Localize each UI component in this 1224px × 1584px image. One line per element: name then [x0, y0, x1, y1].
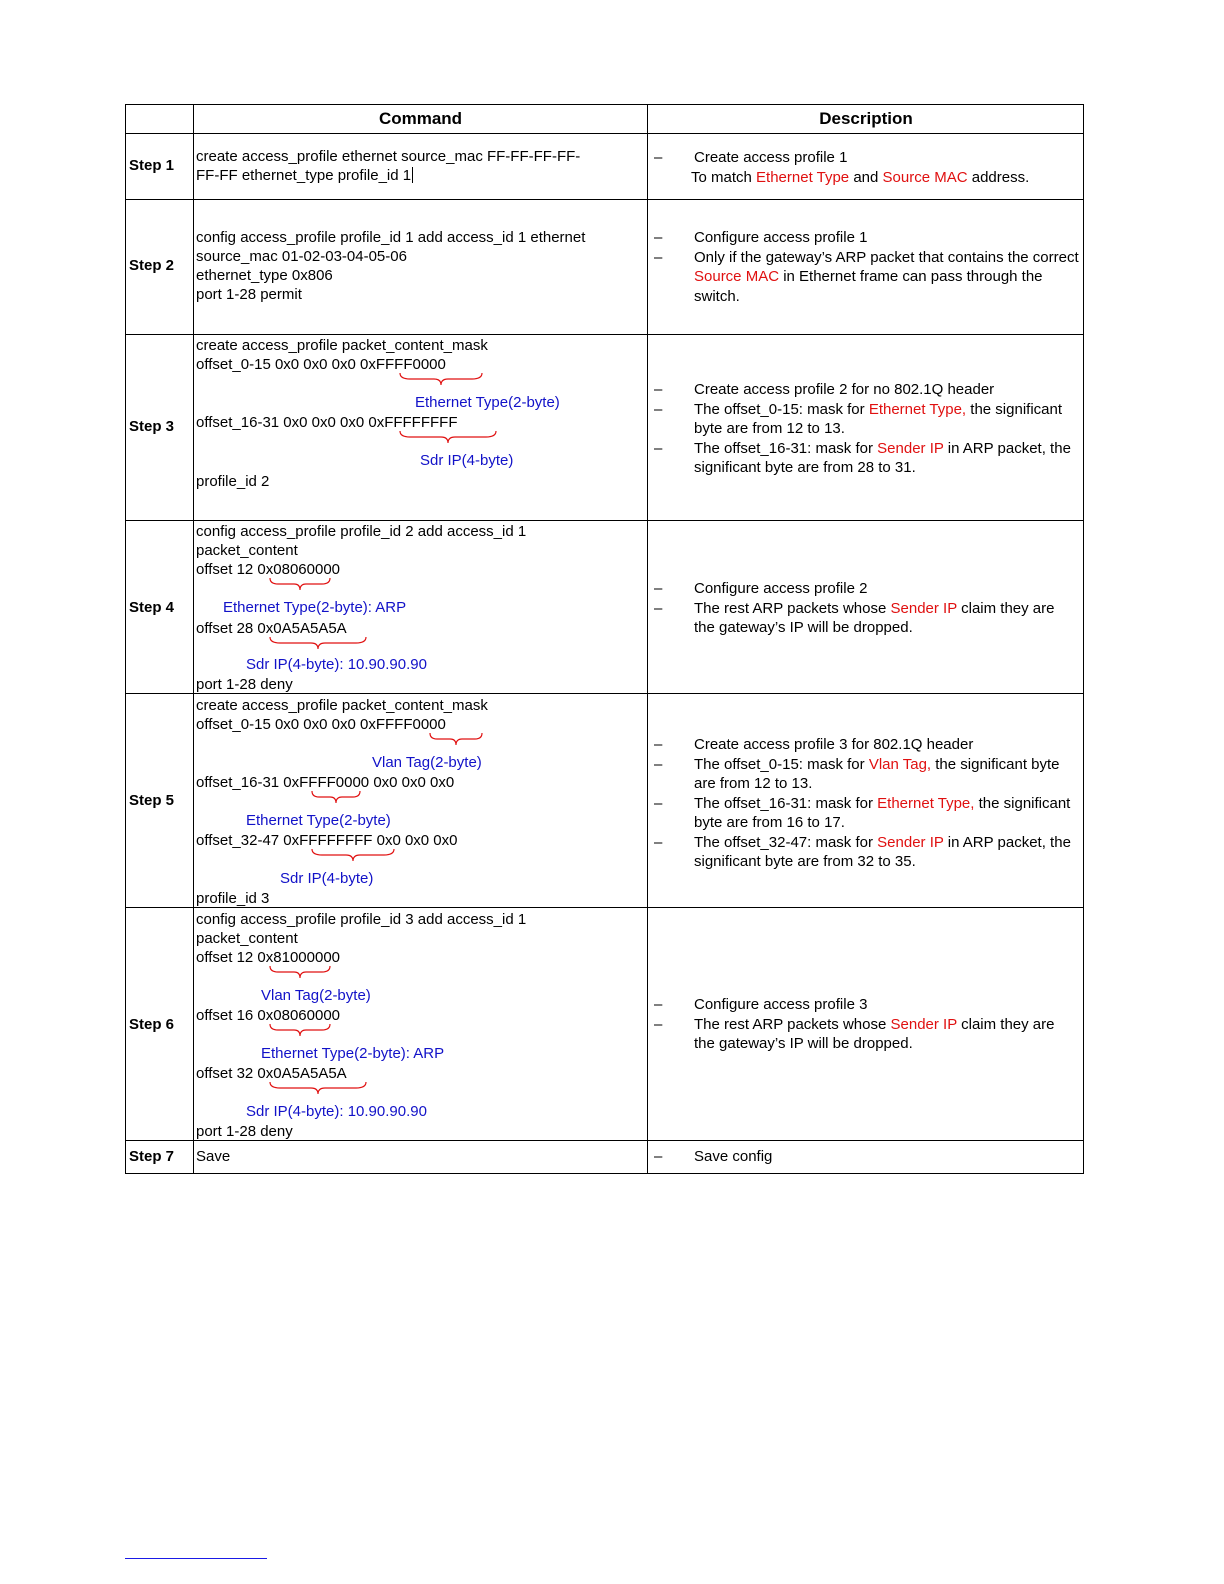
command-line: offset_16-31 0xFFFF0000 0x0 0x0 0x0: [196, 774, 455, 791]
command-line: offset_0-15 0x0 0x0 0x0 0xFFFF0000: [196, 356, 446, 373]
row-divider: [126, 907, 1083, 908]
description-item: [654, 439, 1079, 478]
description-item: [654, 755, 1079, 794]
column-divider: [647, 105, 648, 1173]
brace-icon: [268, 635, 368, 651]
dash-bullet: –: [654, 229, 663, 246]
description-text: Save config: [694, 1148, 773, 1165]
row-divider: [126, 334, 1083, 335]
brace-icon: [268, 1080, 368, 1096]
highlight-text: Ethernet Type,: [877, 794, 975, 812]
description-text: Create access profile 1: [694, 149, 848, 166]
description-text: Create access profile 3 for 802.1Q header: [694, 736, 974, 753]
description-item: [654, 400, 1079, 439]
command-line: config access_profile profile_id 2 add access_id 1: [196, 523, 527, 540]
highlight-text: Ethernet Type: [756, 168, 850, 186]
command-line: create access_profile ethernet source_mac FF-FF-FF-FF-: [196, 148, 581, 165]
description-text: To match: [691, 168, 757, 186]
footnote-separator: [125, 1558, 267, 1559]
annotation-ethernet-type-arp: Ethernet Type(2-byte): ARP: [223, 599, 407, 616]
brace-icon: [268, 1022, 332, 1038]
highlight-text: Ethernet Type,: [868, 400, 967, 418]
step-label: Step 3: [129, 418, 175, 435]
annotation-sender-ip: Sdr IP(4-byte): [280, 870, 374, 887]
description-text: address.: [967, 168, 1030, 186]
description-text: Configure access profile 3: [694, 996, 868, 1013]
dash-bullet: –: [654, 248, 663, 266]
dash-bullet: –: [654, 1015, 663, 1033]
description-item: [654, 148, 1079, 168]
highlight-text: Sender IP: [877, 833, 944, 851]
annotation-sender-ip: Sdr IP(4-byte): 10.90.90.90: [246, 656, 427, 673]
step-1-description: [654, 148, 1079, 187]
brace-icon: [398, 371, 484, 387]
dash-bullet: –: [654, 833, 663, 851]
command-line: config access_profile profile_id 1 add access_id 1 ethernet: [196, 229, 586, 246]
annotation-vlan-tag: Vlan Tag(2-byte): [261, 987, 371, 1004]
brace-icon: [428, 731, 484, 747]
column-divider: [193, 105, 194, 1173]
highlight-text: Source MAC: [694, 268, 780, 285]
text-cursor: [412, 167, 413, 183]
brace-icon: [310, 789, 362, 805]
description-text: Configure access profile 1: [694, 229, 868, 246]
description-item: [654, 995, 1079, 1015]
description-text: in ARP packet, the significant byte are from 32 to 35.: [694, 833, 1071, 870]
dash-bullet: –: [654, 1148, 663, 1165]
dash-bullet: –: [654, 736, 663, 753]
description-text: The offset_16-31: mask for: [694, 794, 878, 812]
step-label: Step 5: [129, 792, 175, 809]
step-label: Step 2: [129, 257, 175, 274]
step-7-description: [654, 1147, 1079, 1167]
highlight-text: Sender IP: [890, 599, 957, 617]
dash-bullet: –: [654, 580, 663, 597]
description-item: [654, 1015, 1079, 1054]
acl-config-table: [125, 104, 1084, 1174]
command-line: packet_content: [196, 930, 298, 947]
command-line: port 1-28 permit: [196, 286, 302, 303]
header-command: Command: [378, 109, 463, 128]
command-line: create access_profile packet_content_mask: [196, 337, 488, 354]
description-item: [654, 833, 1079, 872]
description-text: Only if the gateway’s ARP packet that contains the correct: [694, 248, 1079, 266]
annotation-sender-ip: Sdr IP(4-byte): [420, 452, 514, 469]
command-line: packet_content: [196, 542, 298, 559]
description-text: Configure access profile 2: [694, 580, 868, 597]
description-text: The offset_16-31: mask for: [694, 439, 878, 457]
step-6-description: [654, 995, 1079, 1054]
description-text: in ARP packet, the significant byte are from 28 to 31.: [694, 439, 1071, 476]
step-label: Step 7: [129, 1148, 175, 1165]
command-line: [196, 166, 580, 185]
description-line: [654, 168, 1079, 188]
command-line: Save: [196, 1148, 231, 1165]
step-label: Step 1: [129, 157, 175, 174]
description-item: [654, 248, 1079, 307]
dash-bullet: –: [654, 996, 663, 1013]
dash-bullet: –: [654, 794, 663, 812]
row-divider: [126, 199, 1083, 200]
command-line: config access_profile profile_id 3 add access_id 1: [196, 911, 527, 928]
step-2-command: [196, 228, 585, 304]
command-line: offset 12 0x08060000: [196, 561, 341, 578]
dash-bullet: –: [654, 439, 663, 457]
dash-bullet: –: [654, 149, 663, 166]
dash-bullet: –: [654, 755, 663, 773]
annotation-ethernet-type-arp: Ethernet Type(2-byte): ARP: [261, 1045, 445, 1062]
brace-icon: [310, 847, 396, 863]
brace-icon: [398, 429, 498, 445]
step-label: Step 6: [129, 1016, 175, 1033]
command-line: profile_id 2: [196, 473, 270, 490]
description-text: The offset_0-15: mask for: [694, 400, 869, 418]
description-text: the significant byte are from 12 to 13.: [694, 755, 1060, 792]
command-line: source_mac 01-02-03-04-05-06: [196, 248, 407, 265]
row-divider: [126, 520, 1083, 521]
highlight-text: Vlan Tag,: [868, 755, 932, 773]
command-line: offset 16 0x08060000: [196, 1007, 341, 1024]
dash-bullet: –: [654, 599, 663, 617]
step-3-description: [654, 380, 1079, 478]
description-item: [654, 579, 1079, 599]
dash-bullet: –: [654, 400, 663, 418]
description-text: and: [849, 168, 883, 186]
description-text: Create access profile 2 for no 802.1Q header: [694, 381, 995, 398]
step-1-command: [196, 147, 580, 185]
command-line: port 1-28 deny: [196, 676, 293, 693]
description-item: [654, 1147, 1079, 1167]
brace-icon: [268, 576, 332, 592]
description-text: The offset_32-47: mask for: [694, 833, 878, 851]
annotation-sender-ip: Sdr IP(4-byte): 10.90.90.90: [246, 1103, 427, 1120]
annotation-ethernet-type: Ethernet Type(2-byte): [246, 812, 391, 829]
description-item: [654, 228, 1079, 248]
description-text: The rest ARP packets whose: [694, 599, 891, 617]
description-item: [654, 794, 1079, 833]
description-item: [654, 599, 1079, 638]
step-label: Step 4: [129, 599, 175, 616]
description-text: the significant byte are from 16 to 17.: [694, 794, 1071, 831]
step-2-description: [654, 228, 1079, 306]
dash-bullet: –: [654, 381, 663, 398]
command-line: offset_0-15 0x0 0x0 0x0 0xFFFF0000: [196, 716, 446, 733]
command-line: offset_32-47 0xFFFFFFFF 0x0 0x0 0x0: [196, 832, 458, 849]
highlight-text: Source MAC: [882, 168, 968, 186]
description-text: claim they are the gateway’s IP will be dropped.: [694, 1015, 1055, 1052]
description-text: in Ethernet frame can pass through the switch.: [694, 268, 1043, 305]
step-5-description: [654, 735, 1079, 872]
command-line: port 1-28 deny: [196, 1123, 293, 1140]
highlight-text: Sender IP: [890, 1015, 957, 1033]
row-divider: [126, 133, 1083, 134]
command-text: FF-FF ethernet_type profile_id 1: [196, 167, 412, 184]
command-line: ethernet_type 0x806: [196, 267, 333, 284]
command-line: create access_profile packet_content_mask: [196, 697, 488, 714]
command-line: offset 12 0x81000000: [196, 949, 341, 966]
step-4-description: [654, 579, 1079, 638]
description-item: [654, 380, 1079, 400]
annotation-ethernet-type: Ethernet Type(2-byte): [415, 394, 560, 411]
command-line: offset 32 0x0A5A5A5A: [196, 1065, 347, 1082]
highlight-text: Sender IP: [877, 439, 944, 457]
description-text: claim they are the gateway’s IP will be dropped.: [694, 599, 1055, 636]
description-text: The rest ARP packets whose: [694, 1015, 891, 1033]
brace-icon: [268, 964, 332, 980]
description-text: The offset_0-15: mask for: [694, 755, 869, 773]
description-item: [654, 735, 1079, 755]
command-line: profile_id 3: [196, 890, 270, 907]
command-line: offset_16-31 0x0 0x0 0x0 0xFFFFFFFF: [196, 414, 458, 431]
annotation-vlan-tag: Vlan Tag(2-byte): [372, 754, 482, 771]
description-text: the significant byte are from 12 to 13.: [694, 400, 1062, 437]
command-line: offset 28 0x0A5A5A5A: [196, 620, 347, 637]
header-description: Description: [819, 109, 913, 128]
